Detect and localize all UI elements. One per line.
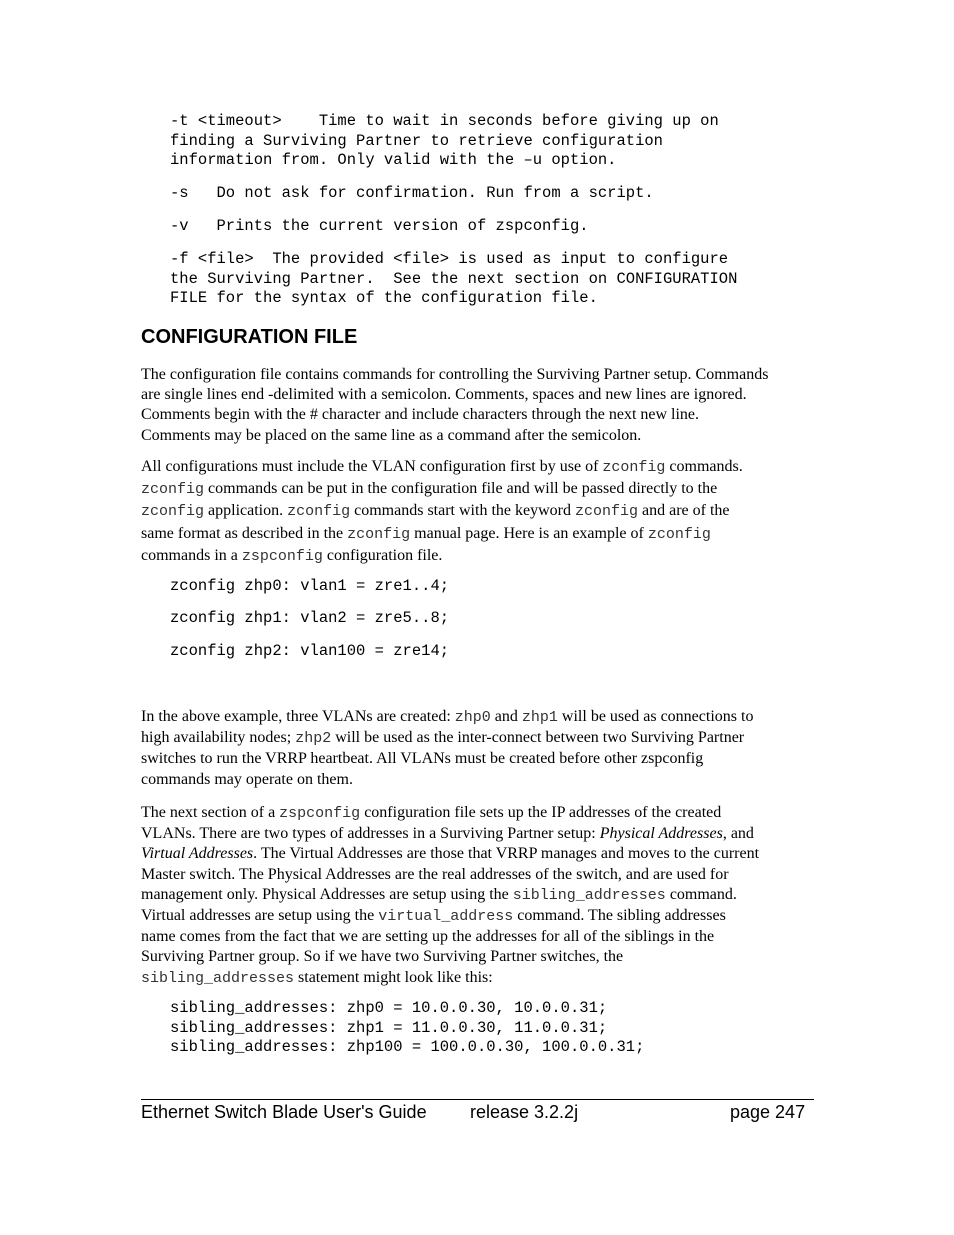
- text: application.: [204, 502, 288, 520]
- text: and are of the: [637, 502, 730, 520]
- text-line: [141, 500, 817, 522]
- section-heading: CONFIGURATION FILE: [141, 326, 358, 348]
- text: , and: [722, 825, 754, 843]
- inline-code: zconfig: [347, 525, 411, 543]
- inline-code: zconfig: [574, 503, 638, 521]
- text-line: [141, 803, 817, 824]
- text-line: name comes from the fact that we are setting up the addresses for all of the siblings in the: [141, 928, 715, 946]
- text: will be used as the inter-connect between two Surviving Partner: [331, 729, 745, 747]
- text-line: [141, 885, 817, 906]
- text-line: [141, 456, 817, 478]
- text: . The Virtual Addresses are those that VRRP manages and moves to the current: [253, 845, 760, 863]
- text: configuration file.: [322, 546, 443, 564]
- text-line: The configuration file contains commands for controlling the Surviving Partner setup. Commands: [141, 366, 769, 383]
- footer-rule: [141, 1099, 814, 1100]
- text: All configurations must include the VLAN configuration first by use of: [141, 458, 603, 475]
- text-line: Master switch. The Physical Addresses are the real addresses of the switch, and are used for: [141, 865, 729, 883]
- option-line: -f <file> The provided <file> is used as input to configure: [170, 250, 729, 268]
- text: command. The sibling addresses: [513, 907, 726, 925]
- inline-code: zconfig: [287, 503, 351, 521]
- text-line: [141, 824, 817, 844]
- text: manual page. Here is an example of: [410, 524, 648, 542]
- option-line: -v Prints the current version of zspconfig.: [170, 217, 589, 235]
- inline-code: zhp0: [454, 709, 491, 726]
- text: commands start with the keyword: [350, 502, 575, 520]
- inline-code: zspconfig: [241, 547, 323, 565]
- option-timeout: [170, 112, 830, 171]
- option-line: FILE for the syntax of the configuration file.: [170, 289, 598, 307]
- text: commands in a: [141, 546, 242, 564]
- text: commands.: [665, 458, 743, 475]
- text-line: Comments may be placed on the same line as a command after the semicolon.: [141, 426, 642, 444]
- inline-code: zconfig: [141, 503, 205, 521]
- paragraph-vlan-config: [141, 456, 817, 567]
- paragraph-addresses: [141, 803, 817, 989]
- text: configuration file sets up the IP addresses of the created: [360, 804, 722, 821]
- inline-code: zconfig: [141, 481, 205, 499]
- emphasis: Physical Addresses: [599, 825, 723, 843]
- text: will be used as connections to: [557, 708, 754, 725]
- text-line: Comments begin with the # character and include characters through the next new line.: [141, 406, 700, 424]
- footer-page-number: page 247: [730, 1102, 806, 1122]
- paragraph-vlan-example: [141, 707, 817, 790]
- code-example-sibling-1: sibling_addresses: zhp1 = 11.0.0.30, 11.0.0.31;: [170, 1019, 608, 1037]
- emphasis: Virtual Addresses: [141, 845, 254, 863]
- text: statement might look like this:: [294, 968, 493, 986]
- option-line: the Surviving Partner. See the next section on CONFIGURATION: [170, 269, 738, 288]
- text-line: [141, 478, 817, 500]
- text-line: [141, 728, 817, 749]
- text: Virtual addresses are setup using the: [141, 907, 379, 925]
- text-line: [141, 545, 817, 567]
- text-line: [141, 707, 817, 728]
- text-line: [141, 906, 817, 927]
- inline-code: zhp1: [521, 709, 558, 726]
- inline-code: virtual_address: [378, 908, 514, 926]
- text: In the above example, three VLANs are created:: [141, 708, 455, 725]
- code-example-zconfig-2: zconfig zhp2: vlan100 = zre14;: [170, 642, 450, 660]
- text-line: commands may operate on them.: [141, 770, 353, 788]
- paragraph-config-intro: [141, 365, 817, 446]
- option-s: [170, 184, 830, 204]
- footer-title: Ethernet Switch Blade User's Guide: [141, 1102, 427, 1122]
- text-line: [141, 968, 817, 989]
- footer-release: release 3.2.2j: [470, 1102, 579, 1122]
- text: commands can be put in the configuration file and will be passed directly to the: [204, 480, 718, 498]
- inline-code: zhp2: [295, 730, 332, 748]
- text: and: [490, 708, 522, 725]
- option-line: information from. Only valid with the –u option.: [170, 151, 617, 169]
- inline-code: zspconfig: [279, 805, 361, 822]
- text: command.: [665, 885, 737, 903]
- inline-code: sibling_addresses: [512, 886, 666, 904]
- option-line: finding a Surviving Partner to retrieve configuration: [170, 131, 663, 150]
- code-example-sibling-2: sibling_addresses: zhp100 = 100.0.0.30, 100.0.0.31;: [170, 1038, 645, 1056]
- text: same format as described in the: [141, 524, 348, 542]
- text: VLANs. There are two types of addresses in a Surviving Partner setup:: [141, 825, 600, 843]
- text-line: [141, 523, 817, 545]
- text-line: [141, 844, 817, 864]
- code-example-zconfig-1: zconfig zhp1: vlan2 = zre5..8;: [170, 609, 450, 627]
- code-example-sibling-0: sibling_addresses: zhp0 = 10.0.0.30, 10.0.0.31;: [170, 999, 608, 1017]
- option-v: [170, 217, 830, 237]
- text-line: are single lines end -delimited with a semicolon. Comments, spaces and new lines are ignored.: [141, 386, 747, 404]
- text-line: switches to run the VRRP heartbeat. All VLANs must be created before other zspconfig: [141, 750, 704, 768]
- option-line: -t <timeout> Time to wait in seconds before giving up on: [170, 112, 719, 130]
- text: The next section of a: [141, 804, 280, 821]
- inline-code: zconfig: [647, 525, 711, 543]
- inline-code: sibling_addresses: [141, 969, 295, 987]
- text: high availability nodes;: [141, 729, 296, 747]
- text-line: Surviving Partner group. So if we have two Surviving Partner switches, the: [141, 948, 624, 966]
- code-example-zconfig-0: zconfig zhp0: vlan1 = zre1..4;: [170, 577, 450, 595]
- option-line: -s Do not ask for confirmation. Run from a script.: [170, 184, 654, 202]
- inline-code: zconfig: [602, 459, 666, 476]
- option-f: [170, 250, 830, 309]
- text: management only. Physical Addresses are setup using the: [141, 885, 513, 903]
